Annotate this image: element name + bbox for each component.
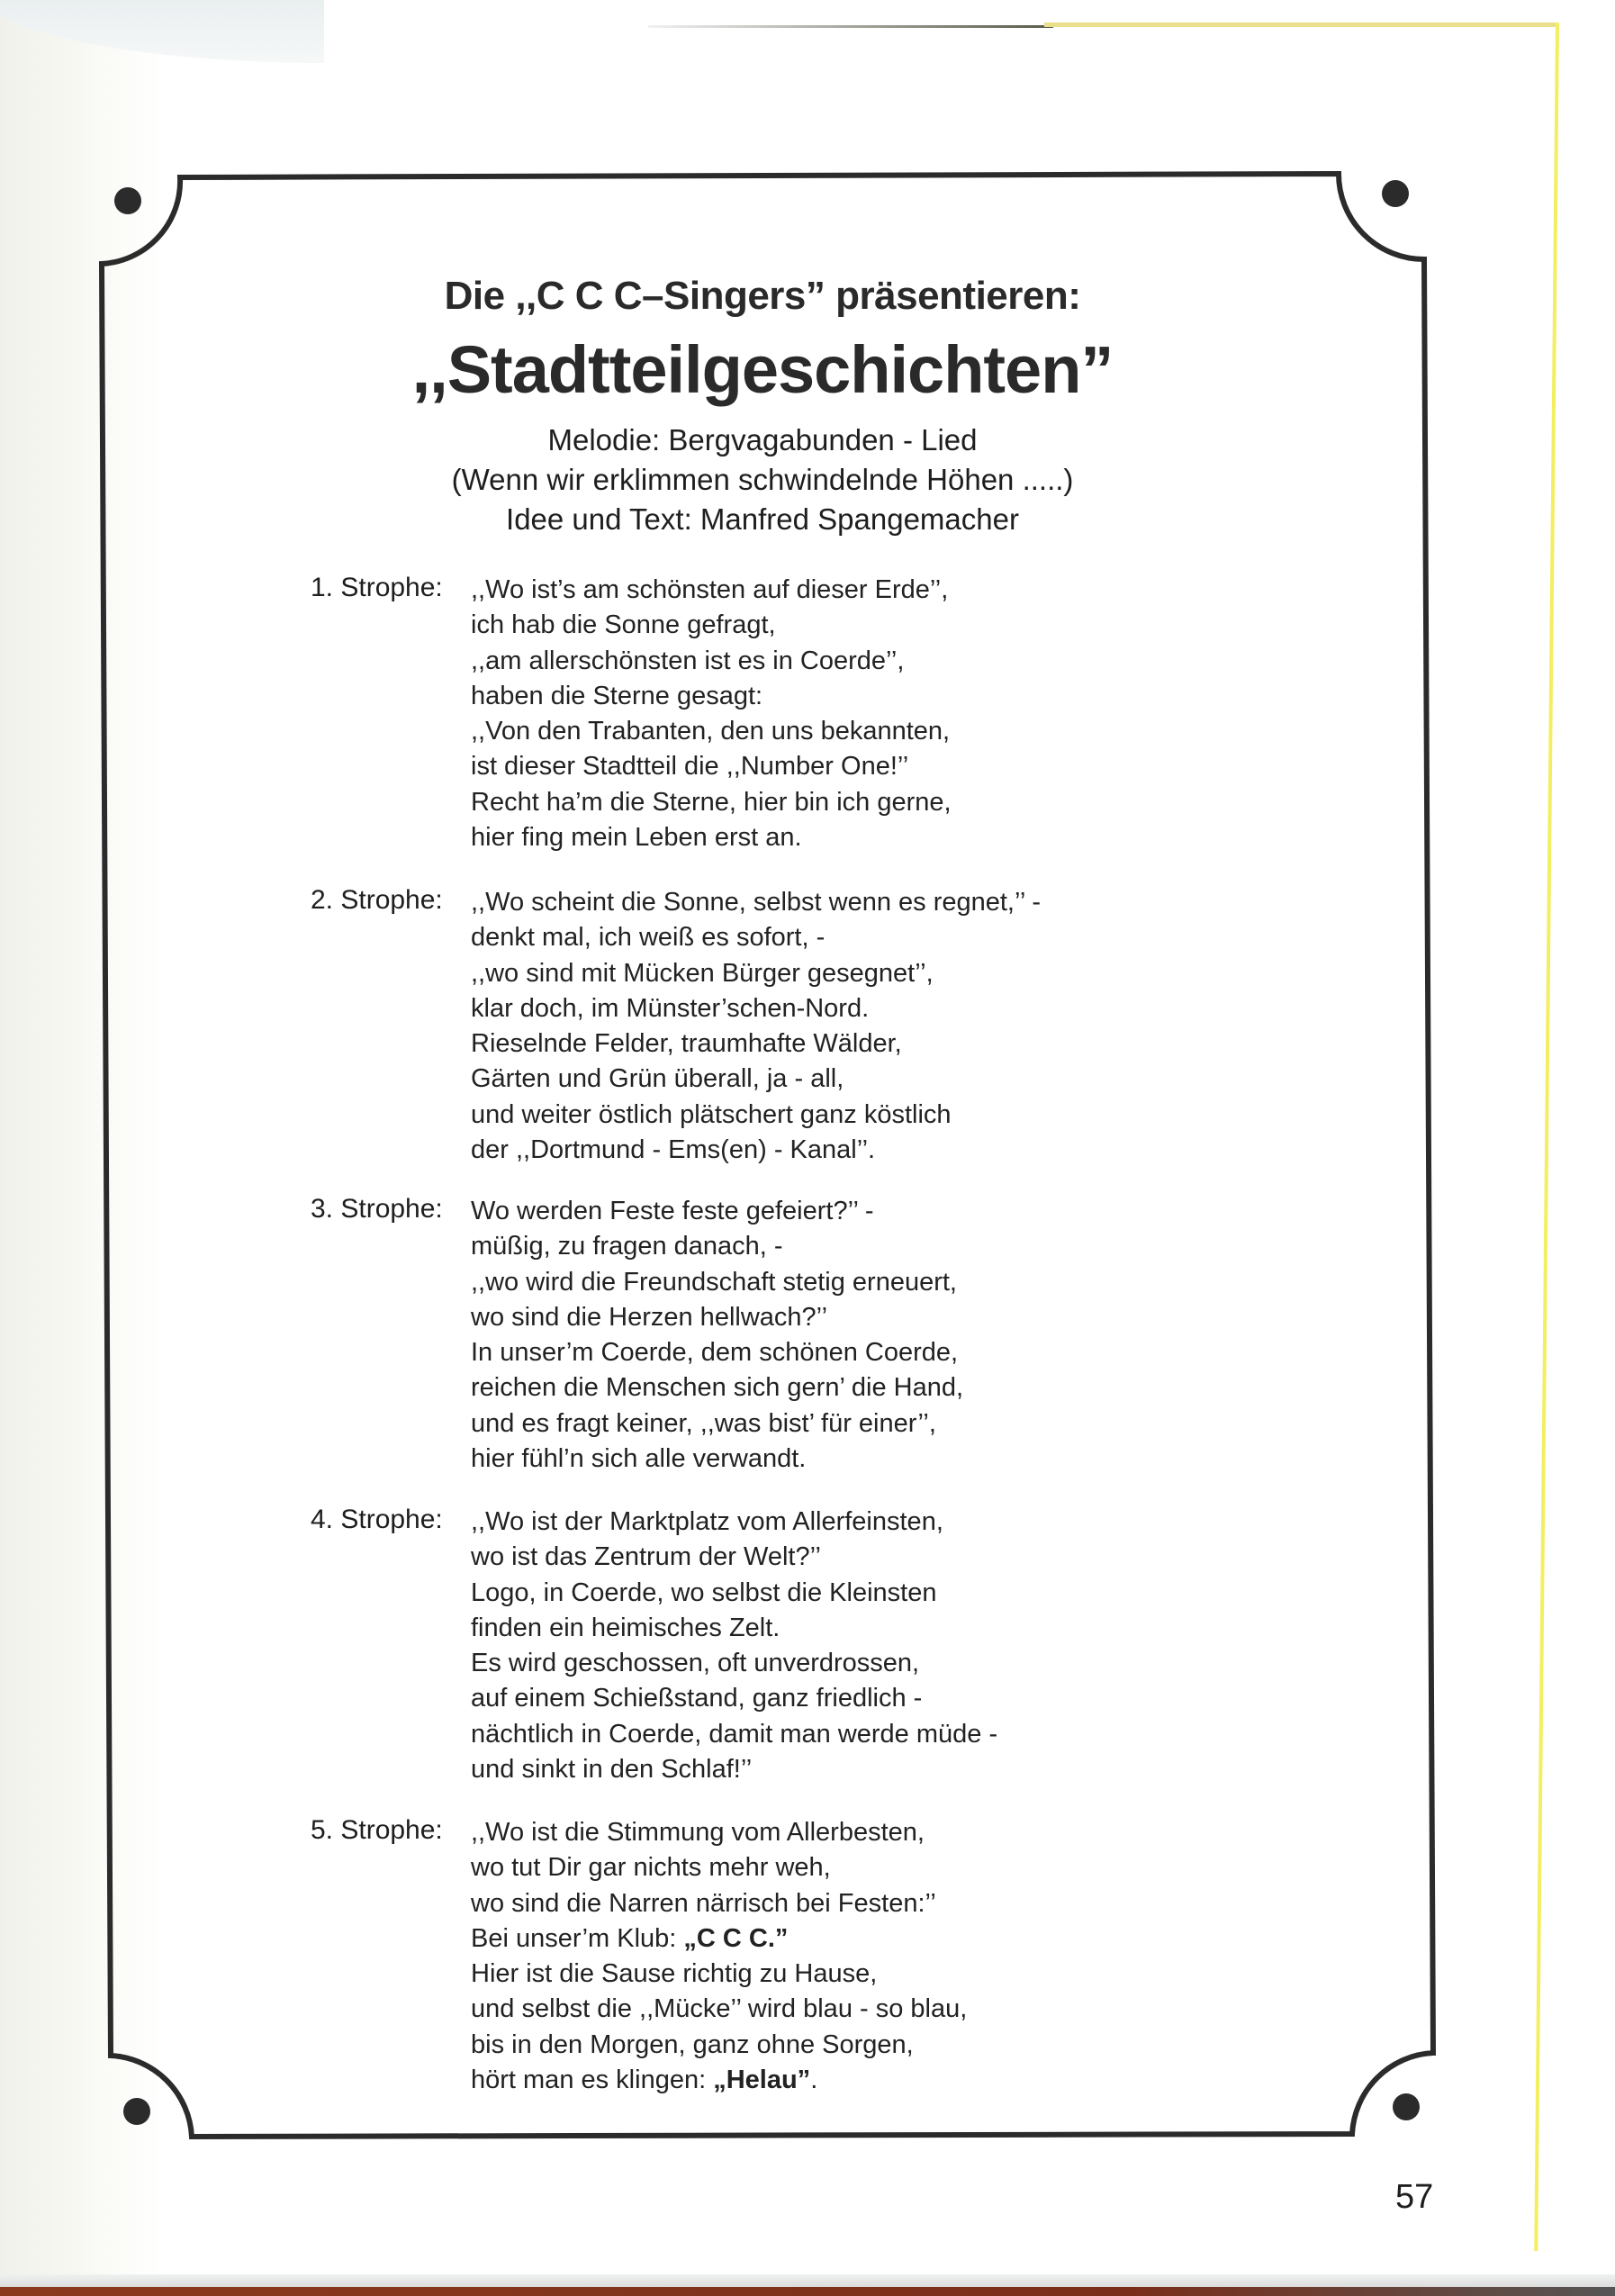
verse-line: wo tut Dir gar nichts mehr weh, (471, 1853, 831, 1883)
verse-line: ,,am allerschönsten ist es in Coerde’’, (471, 646, 905, 675)
melody-line: Melodie: Bergvagabunden - Lied (547, 423, 978, 456)
verse-line: auf einem Schießstand, ganz friedlich - (471, 1684, 923, 1713)
presenter-text: ,,C C C–Singers” präsentieren: (515, 274, 1081, 318)
verse-line: Recht ha’m die Sterne, hier bin ich gerne, (471, 787, 952, 817)
verse-line: ,,Wo ist’s am schönsten auf dieser Erde’’, (471, 575, 949, 604)
verse-line: ,,Wo ist der Marktplatz vom Allerfeinsten, (471, 1507, 943, 1536)
verse-line: hier fühl’n sich alle verwandt. (471, 1444, 807, 1474)
verse-line: hier fing mein Leben erst an. (471, 823, 802, 853)
verse-line (471, 1921, 967, 1957)
stanza-lines (471, 1505, 997, 1787)
verse-line: Es wird geschossen, oft unverdrossen, (471, 1649, 920, 1678)
page-number: 57 (1395, 2178, 1434, 2216)
stanza-label: 3. Strophe: (311, 1194, 443, 1224)
corner-dot-top-right (1382, 180, 1409, 207)
verse-line: ,,Von den Trabanten, den uns bekannten, (471, 717, 951, 746)
verse-line: ,,Wo ist die Stimmung vom Allerbesten, (471, 1818, 925, 1847)
author-line: Idee und Text: Manfred Spangemacher (506, 502, 1019, 536)
verse-line: und es fragt keiner, ,,was bist’ für einer’’, (471, 1408, 936, 1438)
verse-line: Wo werden Feste feste gefeiert?’’ - (471, 1197, 874, 1225)
verse-line: ,,wo sind mit Mücken Bürger gesegnet’’, (471, 958, 934, 988)
presenter-heading (0, 274, 1570, 319)
song-title: ,,Stadtteilgeschichten” (411, 332, 1114, 407)
corner-dot-top-left (114, 187, 141, 214)
verse-line: reichen die Menschen sich gern’ die Hand, (471, 1373, 964, 1403)
verse-line: und weiter östlich plätschert ganz köstlich (471, 1099, 952, 1129)
verse-line: ist dieser Stadtteil die ,,Number One!’’ (471, 752, 909, 782)
verse-line: haben die Sterne gesagt: (471, 681, 763, 710)
verse-line: klar doch, im Münster’schen-Nord. (471, 993, 870, 1023)
stanza-label: 5. Strophe: (311, 1815, 443, 1845)
verse-line: Gärten und Grün überall, ja - all, (471, 1064, 844, 1094)
cheer-word: „Helau” (713, 2065, 811, 2095)
melody-first-line: (Wenn wir erklimmen schwindelnde Höhen .....) (451, 463, 1074, 496)
verse-line: ich hab die Sonne gefragt, (471, 610, 776, 640)
verse-line: Rieselnde Felder, traumhafte Wälder, (471, 1029, 902, 1059)
stanza-label: 2. Strophe: (311, 885, 443, 915)
verse-text: Bei unser’m Klub: (471, 1923, 684, 1953)
verse-line: der ,,Dortmund - Ems(en) - Kanal’’. (471, 1135, 876, 1165)
verse-line: denkt mal, ich weiß es sofort, - (471, 923, 826, 953)
stanza-label: 1. Strophe: (311, 573, 443, 602)
stanza-lines (471, 1815, 967, 2098)
stanza-lines (471, 573, 952, 855)
stanza-lines (471, 885, 1041, 1168)
cheer-suffix: . (810, 2065, 818, 2095)
verse-line: wo sind die Herzen hellwach?’’ (471, 1302, 828, 1332)
verse-line: und selbst die ,,Mücke’’ wird blau - so blau, (471, 1994, 968, 2024)
stanza-label: 4. Strophe: (311, 1505, 443, 1534)
verse-line: nächtlich in Coerde, damit man werde müde - (471, 1719, 998, 1749)
verse-line: wo sind die Narren närrisch bei Festen:’’ (471, 1888, 936, 1918)
verse-line: ,,wo wird die Freundschaft stetig erneuert, (471, 1267, 957, 1297)
verse-line: bis in den Morgen, ganz ohne Sorgen, (471, 2029, 914, 2059)
verse-line: Logo, in Coerde, wo selbst die Kleinsten (471, 1577, 937, 1607)
verse-line: Hier ist die Sause richtig zu Hause, (471, 1959, 878, 1989)
corner-dot-bottom-right (1393, 2093, 1420, 2120)
verse-line: finden ein heimisches Zelt. (471, 1613, 780, 1642)
verse-line: In unser’m Coerde, dem schönen Coerde, (471, 1338, 959, 1368)
verse-line: und sinkt in den Schlaf!’’ (471, 1755, 753, 1785)
presenter-prefix: Die (444, 274, 516, 318)
verse-text: hört man es klingen: (471, 2065, 714, 2095)
stanza-lines (471, 1194, 963, 1477)
club-name: „C C C.” (683, 1923, 789, 1953)
verse-line: ,,Wo scheint die Sonne, selbst wenn es regnet,’’ - (471, 888, 1041, 917)
verse-line: wo ist das Zentrum der Welt?’’ (471, 1542, 821, 1572)
verse-line: müßig, zu fragen danach, - (471, 1232, 783, 1261)
verse-line (471, 2063, 967, 2098)
corner-dot-bottom-left (123, 2098, 150, 2125)
